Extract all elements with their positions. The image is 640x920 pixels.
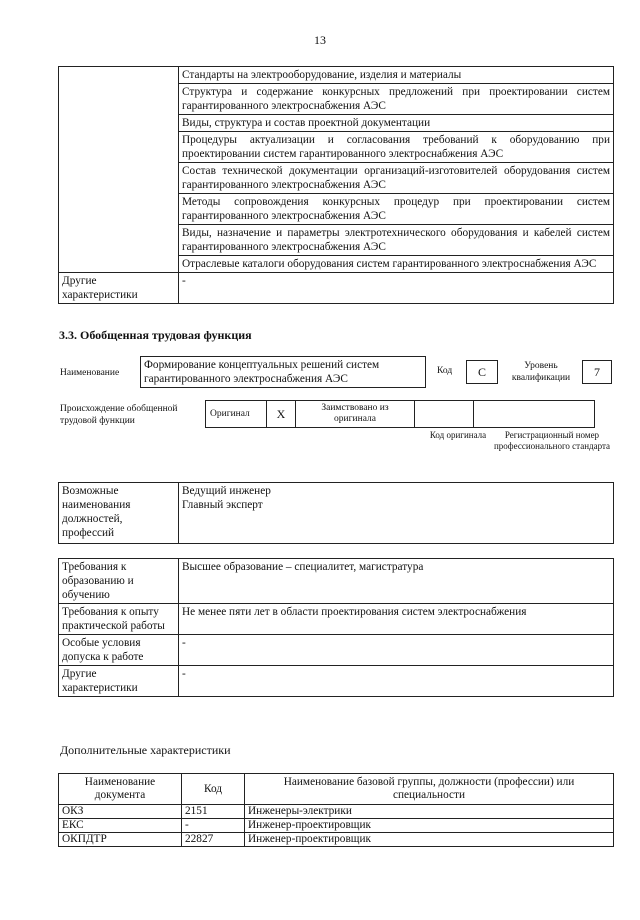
original-label: Оригинал xyxy=(206,401,267,428)
knowledge-row: Методы сопровождения конкурсных процедур при проектировании систем гарантированного электроснабжения АЭС xyxy=(179,194,614,225)
positions-table xyxy=(58,482,614,544)
knowledge-row: Отраслевые каталоги оборудования систем гарантированного электроснабжения АЭС xyxy=(179,256,614,273)
requirement-value: Высшее образование – специалитет, магистратура xyxy=(179,559,614,604)
origin-label: Происхождение обобщенной трудовой функции xyxy=(60,404,178,426)
requirement-label: Требования к образованию и обучению xyxy=(59,559,179,604)
section-heading: 3.3. Обобщенная трудовая функция xyxy=(59,328,252,342)
additional-table xyxy=(58,773,614,847)
group-name: Инженер-проектировщик xyxy=(245,819,614,833)
group-name: Инженеры-электрики xyxy=(245,805,614,819)
requirement-value: Не менее пяти лет в области проектирования систем электроснабжения xyxy=(179,604,614,635)
requirement-value: - xyxy=(179,635,614,666)
page-number: 13 xyxy=(314,33,326,47)
other-characteristics-value: - xyxy=(179,273,614,304)
positions-label: Возможные наименования должностей, профессий xyxy=(59,483,179,544)
table-row xyxy=(59,819,614,833)
position-item: Ведущий инженер xyxy=(182,485,271,497)
doc-code: 2151 xyxy=(182,805,245,819)
knowledge-row: Стандарты на электрооборудование, изделия и материалы xyxy=(179,67,614,84)
requirement-label: Другие характеристики xyxy=(59,666,179,697)
registration-number-caption: Регистрационный номер профессионального стандарта xyxy=(493,430,611,451)
knowledge-row: Виды, назначение и параметры электротехнического оборудования и кабелей систем гарантированного электроснабжения АЭС xyxy=(179,225,614,256)
requirement-label: Особые условия допуска к работе xyxy=(59,635,179,666)
other-characteristics-label: Другие характеристики xyxy=(59,273,179,304)
requirement-value: - xyxy=(179,666,614,697)
origin-table xyxy=(205,400,595,428)
function-name-label: Наименование xyxy=(60,368,120,378)
knowledge-row: Виды, структура и состав проектной документации xyxy=(179,115,614,132)
table-row xyxy=(59,805,614,819)
function-name-value: Формирование концептуальных решений систем гарантированного электроснабжения АЭС xyxy=(140,356,426,388)
requirements-table xyxy=(58,558,614,697)
requirement-label: Требования к опыту практической работы xyxy=(59,604,179,635)
code-value: С xyxy=(466,360,498,384)
doc-code: - xyxy=(182,819,245,833)
knowledge-row: Состав технической документации организаций-изготовителей оборудования систем гарантированного электроснабжения АЭС xyxy=(179,163,614,194)
qualification-level-value: 7 xyxy=(582,360,612,384)
original-mark: X xyxy=(267,401,296,428)
borrowed-label: Заимствовано из оригинала xyxy=(296,401,415,428)
code-label: Код xyxy=(437,366,453,376)
original-code-cell xyxy=(415,401,474,428)
position-item: Главный эксперт xyxy=(182,499,263,511)
original-code-caption: Код оригинала xyxy=(429,430,487,440)
knowledge-table xyxy=(58,66,614,304)
knowledge-row: Процедуры актуализации и согласования требований к оборудованию при проектировании систем гарантированного электроснабжения АЭС xyxy=(179,132,614,163)
doc-code: 22827 xyxy=(182,833,245,847)
knowledge-row: Структура и содержание конкурсных предложений при проектировании систем гарантированного электроснабжения АЭС xyxy=(179,84,614,115)
additional-title: Дополнительные характеристики xyxy=(60,743,231,757)
qualification-level-label: Уровень квалификации xyxy=(511,361,571,383)
doc-name: ЕКС xyxy=(59,819,182,833)
doc-name: ОКПДТР xyxy=(59,833,182,847)
group-name: Инженер-проектировщик xyxy=(245,833,614,847)
header-code: Код xyxy=(182,774,245,805)
header-group-name: Наименование базовой группы, должности (профессии) или специальности xyxy=(245,774,614,805)
doc-name: ОКЗ xyxy=(59,805,182,819)
knowledge-label-cell xyxy=(59,67,179,273)
table-row xyxy=(59,833,614,847)
header-document-name: Наименование документа xyxy=(59,774,182,805)
registration-number-cell xyxy=(474,401,595,428)
positions-values xyxy=(179,483,614,544)
